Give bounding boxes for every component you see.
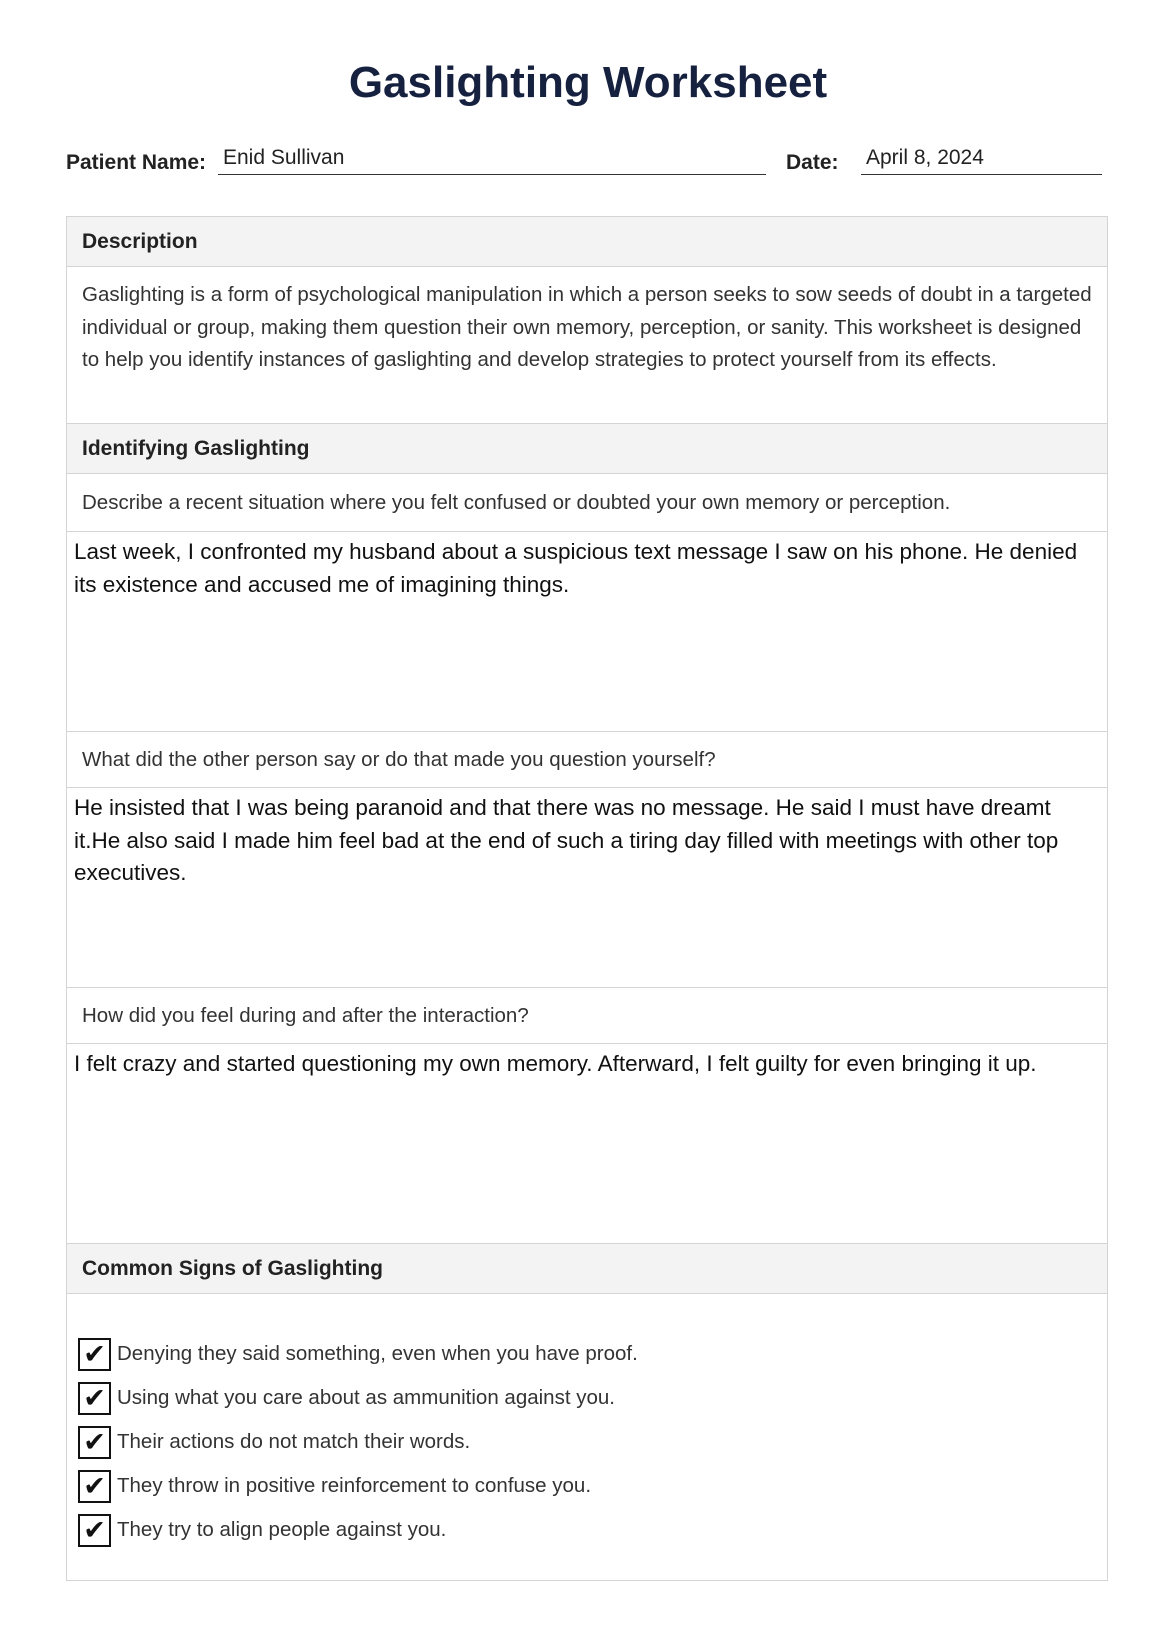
- checklist-item: [67, 1420, 1107, 1464]
- worksheet-table: [66, 216, 1108, 1581]
- checkbox[interactable]: ✔: [78, 1514, 111, 1547]
- question-1-prompt: Describe a recent situation where you felt confused or doubted your own memory or perception.: [67, 474, 1107, 532]
- checklist-item: [67, 1376, 1107, 1420]
- checkbox[interactable]: ✔: [78, 1470, 111, 1503]
- description-text: Gaslighting is a form of psychological manipulation in which a person seeks to sow seeds of doubt in a targeted individual or group, making them question their own memory, perception, or sanity. This worksheet is designed to help you identify instances of gaslighting and develop strategies to protect yourself from its effects.: [67, 267, 1107, 424]
- checklist-item-label: Using what you care about as ammunition against you.: [117, 1386, 615, 1409]
- checklist-item: [67, 1464, 1107, 1508]
- signs-checklist: [67, 1294, 1107, 1580]
- checkbox[interactable]: ✔: [78, 1382, 111, 1415]
- patient-name-label: Patient Name:: [66, 151, 207, 174]
- checklist-item: [67, 1332, 1107, 1376]
- description-heading: Description: [67, 217, 1107, 267]
- checklist-item-label: They try to align people against you.: [117, 1518, 447, 1541]
- checklist-item-label: Denying they said something, even when you have proof.: [117, 1342, 638, 1365]
- patient-info-row: [66, 145, 1102, 175]
- question-3-prompt: How did you feel during and after the interaction?: [67, 988, 1107, 1044]
- checklist-item-label: Their actions do not match their words.: [117, 1430, 471, 1453]
- checklist-item-label: They throw in positive reinforcement to confuse you.: [117, 1474, 592, 1497]
- question-2-answer[interactable]: He insisted that I was being paranoid and that there was no message. He said I must have dreamt it.He also said I made him feel bad at the end of such a tiring day filled with meetings with other top executives.: [67, 788, 1107, 988]
- question-1-answer[interactable]: Last week, I confronted my husband about a suspicious text message I saw on his phone. He denied its existence and accused me of imagining things.: [67, 532, 1107, 732]
- signs-heading: Common Signs of Gaslighting: [67, 1244, 1107, 1294]
- checkbox[interactable]: ✔: [78, 1338, 111, 1371]
- page-title: Gaslighting Worksheet: [348, 58, 828, 107]
- date-label: Date:: [786, 151, 839, 174]
- checklist-item: [67, 1508, 1107, 1552]
- date-field[interactable]: April 8, 2024: [861, 147, 1102, 175]
- question-3-answer[interactable]: I felt crazy and started questioning my own memory. Afterward, I felt guilty for even bringing it up.: [67, 1044, 1107, 1244]
- identifying-heading: Identifying Gaslighting: [67, 424, 1107, 474]
- question-2-prompt: What did the other person say or do that made you question yourself?: [67, 732, 1107, 788]
- checkbox[interactable]: ✔: [78, 1426, 111, 1459]
- patient-name-field[interactable]: Enid Sullivan: [218, 147, 766, 175]
